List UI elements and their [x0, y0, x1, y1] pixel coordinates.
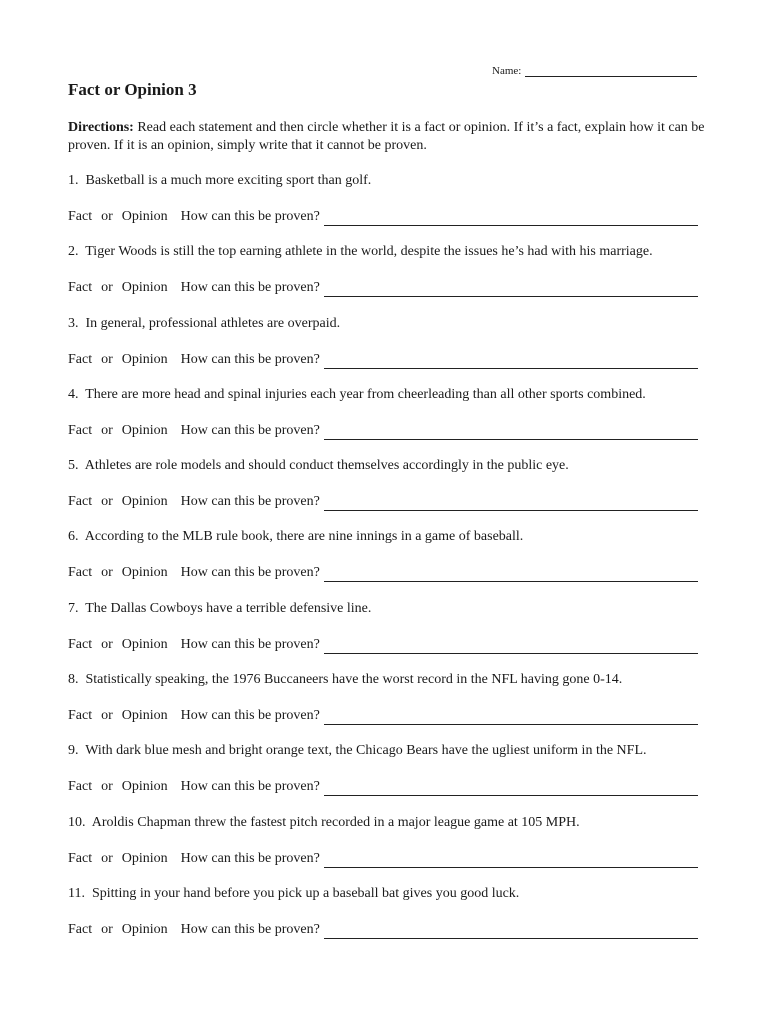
opinion-option[interactable]: Opinion	[121, 351, 168, 367]
question-text: With dark blue mesh and bright orange text, the Chicago Bears have the ugliest uniform in the NFL.	[85, 743, 647, 759]
directions-label: Directions:	[68, 120, 134, 135]
question-number: 2.	[68, 244, 79, 260]
proof-prompt: How can this be proven?	[180, 209, 320, 224]
question-number: 10.	[68, 814, 86, 830]
or-word: or	[101, 351, 113, 367]
name-field	[492, 64, 697, 77]
proof-prompt: How can this be proven?	[180, 779, 320, 795]
proof-prompt: How can this be proven?	[180, 921, 320, 937]
question-statement	[68, 386, 646, 404]
question-number: 9.	[68, 743, 79, 759]
directions-text: Read each statement and then circle whether it is a fact or opinion. If it’s a fact, explain how it can be proven. If it is an opinion, simply write that it cannot be proven.	[68, 120, 705, 153]
proof-prompt: How can this be proven?	[180, 708, 320, 724]
question-statement	[68, 885, 519, 903]
fact-option[interactable]: Fact	[68, 422, 93, 438]
question-number: 11.	[68, 885, 85, 901]
answer-row	[68, 636, 698, 654]
answer-blank-line[interactable]	[324, 639, 698, 654]
opinion-option[interactable]: Opinion	[121, 850, 168, 866]
proof-prompt: How can this be proven?	[180, 280, 320, 296]
question-item	[68, 814, 700, 885]
directions	[68, 119, 708, 155]
question-number: 8.	[68, 672, 79, 688]
opinion-option[interactable]: Opinion	[121, 565, 168, 581]
question-item	[68, 742, 700, 813]
fact-option[interactable]: Fact	[68, 921, 93, 937]
answer-row	[68, 778, 698, 796]
question-text: Spitting in your hand before you pick up a baseball bat gives you good luck.	[91, 885, 520, 901]
question-statement	[68, 243, 653, 261]
question-item	[68, 600, 700, 671]
or-word: or	[101, 921, 113, 937]
opinion-option[interactable]: Opinion	[121, 708, 168, 724]
or-word: or	[101, 280, 113, 296]
or-word: or	[101, 636, 113, 652]
question-statement	[68, 528, 523, 546]
or-word: or	[101, 779, 113, 795]
or-word: or	[101, 422, 113, 438]
question-text: Statistically speaking, the 1976 Buccaneers have the worst record in the NFL having gone 0-14.	[85, 672, 623, 688]
answer-blank-line[interactable]	[324, 924, 698, 939]
question-number: 1.	[68, 173, 79, 188]
question-text: Athletes are role models and should conduct themselves accordingly in the public eye.	[84, 458, 569, 474]
or-word: or	[101, 850, 113, 866]
question-number: 4.	[68, 386, 79, 402]
fact-option[interactable]: Fact	[68, 280, 93, 296]
answer-blank-line[interactable]	[324, 282, 698, 297]
answer-blank-line[interactable]	[324, 853, 698, 868]
opinion-option[interactable]: Opinion	[121, 921, 168, 937]
question-text: Tiger Woods is still the top earning athlete in the world, despite the issues he’s had with his marriage.	[85, 244, 653, 260]
question-number: 3.	[68, 315, 79, 331]
question-number: 6.	[68, 529, 79, 545]
answer-row	[68, 422, 698, 440]
opinion-option[interactable]: Opinion	[121, 209, 168, 224]
answer-row	[68, 707, 698, 725]
answer-blank-line[interactable]	[324, 567, 698, 582]
question-text: In general, professional athletes are overpaid.	[85, 315, 341, 331]
fact-option[interactable]: Fact	[68, 209, 93, 224]
question-text: Basketball is a much more exciting sport than golf.	[85, 173, 372, 188]
opinion-option[interactable]: Opinion	[121, 280, 168, 296]
page-title: Fact or Opinion 3	[68, 80, 197, 99]
proof-prompt: How can this be proven?	[180, 636, 320, 652]
answer-row	[68, 921, 698, 939]
answer-blank-line[interactable]	[324, 211, 698, 226]
fact-option[interactable]: Fact	[68, 636, 93, 652]
proof-prompt: How can this be proven?	[180, 351, 320, 367]
question-statement	[68, 600, 371, 618]
fact-option[interactable]: Fact	[68, 708, 93, 724]
answer-row	[68, 493, 698, 511]
opinion-option[interactable]: Opinion	[121, 636, 168, 652]
answer-blank-line[interactable]	[324, 781, 698, 796]
or-word: or	[101, 494, 113, 510]
proof-prompt: How can this be proven?	[180, 850, 320, 866]
proof-prompt: How can this be proven?	[180, 494, 320, 510]
or-word: or	[101, 708, 113, 724]
fact-option[interactable]: Fact	[68, 850, 93, 866]
question-item	[68, 172, 700, 243]
question-item	[68, 386, 700, 457]
proof-prompt: How can this be proven?	[180, 422, 320, 438]
opinion-option[interactable]: Opinion	[121, 779, 168, 795]
question-item	[68, 885, 700, 956]
question-list	[68, 172, 700, 956]
answer-row	[68, 279, 698, 297]
question-item	[68, 528, 700, 599]
question-item	[68, 457, 700, 528]
fact-option[interactable]: Fact	[68, 351, 93, 367]
answer-blank-line[interactable]	[324, 710, 698, 725]
question-statement	[68, 814, 580, 832]
answer-blank-line[interactable]	[324, 496, 698, 511]
opinion-option[interactable]: Opinion	[121, 494, 168, 510]
name-label: Name:	[492, 65, 522, 77]
or-word: or	[101, 209, 113, 224]
name-blank-line[interactable]	[525, 64, 697, 77]
answer-blank-line[interactable]	[324, 354, 698, 369]
question-number: 5.	[68, 458, 79, 474]
question-statement	[68, 457, 569, 475]
question-text: There are more head and spinal injuries each year from cheerleading than all other sports combined.	[85, 386, 646, 402]
answer-row	[68, 564, 698, 582]
question-number: 7.	[68, 600, 79, 616]
question-item	[68, 243, 700, 314]
answer-row	[68, 208, 698, 226]
answer-row	[68, 351, 698, 369]
question-statement	[68, 742, 647, 760]
proof-prompt: How can this be proven?	[180, 565, 320, 581]
question-text: According to the MLB rule book, there are nine innings in a game of baseball.	[84, 529, 524, 545]
question-item	[68, 315, 700, 386]
question-statement	[68, 315, 340, 333]
question-item	[68, 671, 700, 742]
answer-blank-line[interactable]	[324, 425, 698, 440]
question-statement	[68, 671, 622, 689]
question-text: Aroldis Chapman threw the fastest pitch recorded in a major league game at 105 MPH.	[91, 814, 580, 830]
fact-option[interactable]: Fact	[68, 494, 93, 510]
answer-row	[68, 850, 698, 868]
question-statement	[68, 172, 371, 190]
fact-option[interactable]: Fact	[68, 565, 93, 581]
or-word: or	[101, 565, 113, 581]
question-text: The Dallas Cowboys have a terrible defensive line.	[85, 600, 372, 616]
opinion-option[interactable]: Opinion	[121, 422, 168, 438]
fact-option[interactable]: Fact	[68, 779, 93, 795]
